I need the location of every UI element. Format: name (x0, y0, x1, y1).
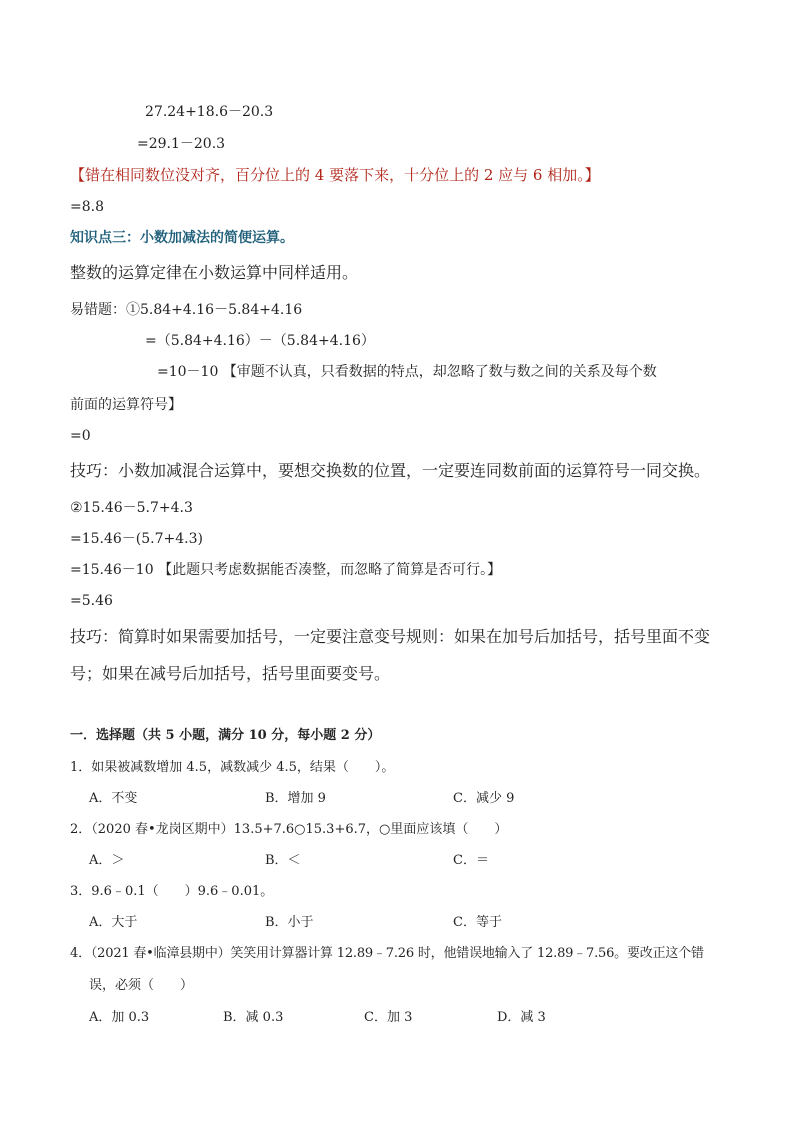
tip-1: 技巧：小数加减混合运算中，要想交换数的位置，一定要连同数前面的运算符号一同交换。 (70, 461, 711, 480)
option-d[interactable]: D．减 3 (497, 1010, 546, 1025)
calc-result: =8.8 (70, 199, 104, 215)
mistake-step-2: =10－10 【审题不认真，只看数据的特点，却忽略了数与数之间的关系及每个数 (157, 364, 657, 380)
mistake-result: =0 (70, 428, 91, 444)
error-note: 【错在相同数位没对齐，百分位上的 4 要落下来，十分位上的 2 应与 6 相加。】 (70, 166, 600, 184)
question-stem: 1．如果被减数增加 4.5，减数减少 4.5，结果（ ）。 (70, 760, 395, 775)
option-c[interactable]: C．＝ (453, 853, 489, 868)
calc-line-2: =29.1－20.3 (137, 136, 226, 152)
calc-line-1: 27.24+18.6－20.3 (145, 104, 274, 120)
calc2-result: =5.46 (70, 593, 113, 609)
mistake-step-1: =（5.84+4.16）－（5.84+4.16） (145, 333, 375, 349)
tip-2-line-1: 技巧：简算时如果需要加括号，一定要注意变号规则：如果在加号后加括号，括号里面不变 (70, 627, 711, 646)
mistake-label: 易错题：①5.84+4.16－5.84+4.16 (70, 302, 303, 318)
section-title: 一．选择题（共 5 小题，满分 10 分，每小题 2 分） (70, 728, 381, 743)
option-b[interactable]: B．减 0.3 (223, 1010, 284, 1025)
option-a[interactable]: A．不变 (89, 791, 138, 806)
option-a[interactable]: A．大于 (89, 915, 138, 930)
tip-2-line-2: 号；如果在减号后加括号，括号里面要变号。 (70, 664, 391, 683)
calc2-line-3: =15.46－10 【此题只考虑数据能否凑整，而忽略了简算是否可行。】 (70, 562, 502, 578)
option-a[interactable]: A．加 0.3 (89, 1010, 150, 1025)
question-stem: 4．（2021 春•临漳县期中）笑笑用计算器计算 12.89﹣7.26 时，他错误地输入了 12.89﹣7.56。要改正这个错 (70, 946, 704, 961)
option-b[interactable]: B．＜ (265, 853, 301, 868)
knowledge-rule: 整数的运算定律在小数运算中同样适用。 (70, 263, 359, 282)
calc2-line-2: =15.46－(5.7+4.3) (70, 531, 203, 547)
question-stem: 3．9.6﹣0.1（ ）9.6﹣0.01。 (70, 884, 274, 899)
knowledge-heading: 知识点三：小数加减法的简便运算。 (70, 230, 294, 246)
option-c[interactable]: C．加 3 (364, 1010, 413, 1025)
option-b[interactable]: B．小于 (265, 915, 314, 930)
question-stem-cont: 误，必须（ ） (89, 978, 194, 993)
option-a[interactable]: A．＞ (89, 853, 125, 868)
calc2-line-1: ②15.46－5.7+4.3 (70, 500, 193, 516)
option-c[interactable]: C．等于 (453, 915, 502, 930)
question-stem: 2．（2020 春•龙岗区期中）13.5+7.6○15.3+6.7，○里面应该填（ ） (70, 822, 508, 837)
option-b[interactable]: B．增加 9 (265, 791, 326, 806)
option-c[interactable]: C．减少 9 (453, 791, 515, 806)
mistake-step-2-cont: 前面的运算符号】 (70, 397, 182, 413)
